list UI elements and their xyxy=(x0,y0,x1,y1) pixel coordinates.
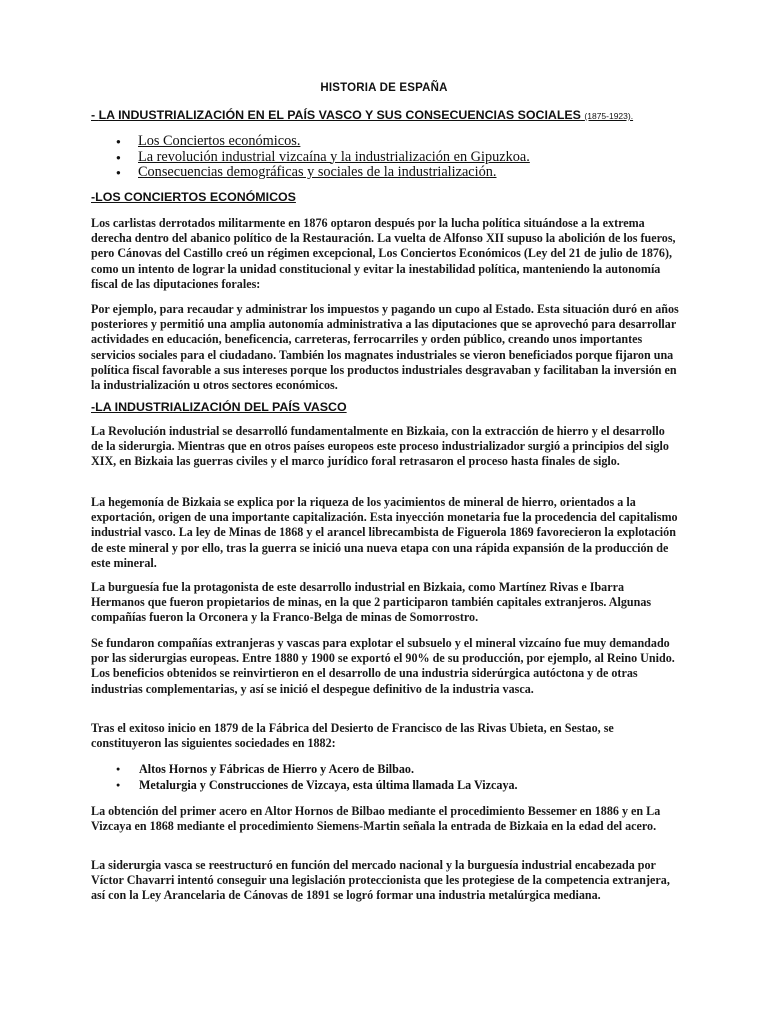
paragraph: La siderurgia vasca se reestructuró en función del mercado nacional y la burguesía industrial encabezada por Víctor Chavarri intentó conseguir una legislación proteccionista que les protegiese de la competencia extranjera, así con la Ley Arancelaria de Cánovas de 1891 se logró formar una industria metalúrgica mediana. xyxy=(91,858,670,903)
document-subtitle xyxy=(91,108,711,122)
paragraph: La Revolución industrial se desarrolló fundamentalmente en Bizkaia, con la extracción de hierro y el desarrollo de la siderurgia. Mientras que en otros países europeos este proceso industrializador surgió a principios del siglo XIX, en Bizkaia las guerras civiles y el marco jurídico foral retrasaron el proceso hasta finales de siglo. xyxy=(91,424,669,469)
companies-list xyxy=(116,762,518,793)
list-item: ● Altos Hornos y Fábricas de Hierro y Acero de Bilbao. xyxy=(116,762,518,778)
list-item: ● Metalurgia y Construcciones de Vizcaya, esta última llamada La Vizcaya. xyxy=(116,778,518,794)
subtitle-main: LA INDUSTRIALIZACIÓN EN EL PAÍS VASCO Y SUS CONSECUENCIAS SOCIALES xyxy=(98,108,581,122)
subtitle-dates: (1875-1923). xyxy=(584,111,634,121)
paragraph: Los carlistas derrotados militarmente en 1876 optaron después por la lucha política situándose a la extrema derecha dentro del abanico político de la Restauración. La vuelta de Alfonso XII supuso la abolición de los fueros, pero Cánovas del Castillo creó un régimen excepcional, Los Conciertos Económicos (Ley del 21 de julio de 1876), como un intento de lograr la unidad constitucional y evitar la inestabilidad política, manteniendo la autonomía fiscal de las diputaciones forales: xyxy=(91,216,676,291)
toc-item: ● Los Conciertos económicos. xyxy=(116,134,530,150)
paragraph: Tras el exitoso inicio en 1879 de la Fábrica del Desierto de Francisco de las Rivas Ubieta, en Sestao, se constituyeron las siguientes sociedades en 1882: xyxy=(91,721,614,751)
document-title: HISTORIA DE ESPAÑA xyxy=(320,82,448,94)
section-heading-industrializacion: -LA INDUSTRIALIZACIÓN DEL PAÍS VASCO xyxy=(91,400,347,414)
paragraph: La obtención del primer acero en Altor Hornos de Bilbao mediante el procedimiento Bessemer en 1886 y en La Vizcaya en 1868 mediante el procedimiento Siemens-Martin señala la entrada de Bizkaia en la edad del acero. xyxy=(91,804,661,834)
paragraph: La burguesía fue la protagonista de este desarrollo industrial en Bizkaia, como Martínez Rivas e Ibarra Hermanos que fueron propietarios de minas, en la que 2 participaron también capitales extranjeros. Algunas compañías fueron la Orconera y la Franco-Belga de minas de Somorrostro. xyxy=(91,580,652,625)
toc-item: ● Consecuencias demográficas y sociales de la industrialización. xyxy=(116,165,530,181)
toc-item: ● La revolución industrial vizcaína y la industrialización en Gipuzkoa. xyxy=(116,150,530,166)
paragraph: Se fundaron compañías extranjeras y vascas para explotar el subsuelo y el mineral vizcaíno fue muy demandado por las siderurgias europeas. Entre 1880 y 1900 se exportó el 90% de su producción, por ejemplo, al Reino Unido. Los beneficios obtenidos se reinvirtieron en el desarrollo de una industria siderúrgica autóctona y de otras industrias complementarias, y así se inició el despegue definitivo de la industria vasca. xyxy=(91,636,675,696)
paragraph: Por ejemplo, para recaudar y administrar los impuestos y pagando un cupo al Estado. Esta situación duró en años posteriores y permitió una amplia autonomía administrativa a las diputaciones que se aprovechó para desarrollar actividades en educación, beneficencia, carreteras, ferrocarriles y orden público, creando unos importantes servicios sociales para el ciudadano. También los magnates industriales se vieron beneficiados porque fijaron una política fiscal favorable a sus intereses porque los productos industriales desgravaban y facilitaban la inversión en la industrialización u otros sectores económicos. xyxy=(91,302,679,393)
table-of-contents xyxy=(116,134,530,181)
section-heading-conciertos: -LOS CONCIERTOS ECONÓMICOS xyxy=(91,190,296,204)
subtitle-prefix: - xyxy=(91,108,99,122)
paragraph: La hegemonía de Bizkaia se explica por la riqueza de los yacimientos de mineral de hierro, orientados a la exportación, origen de una importante capitalización. Esta inyección monetaria fue la procedencia del capitalismo industrial vasco. La ley de Minas de 1868 y el arancel librecambista de Figuerola 1869 favorecieron la explotación de este mineral y por ello, tras la guerra se inició una nueva etapa con una rápida expansión de la producción de este mineral. xyxy=(91,495,678,570)
